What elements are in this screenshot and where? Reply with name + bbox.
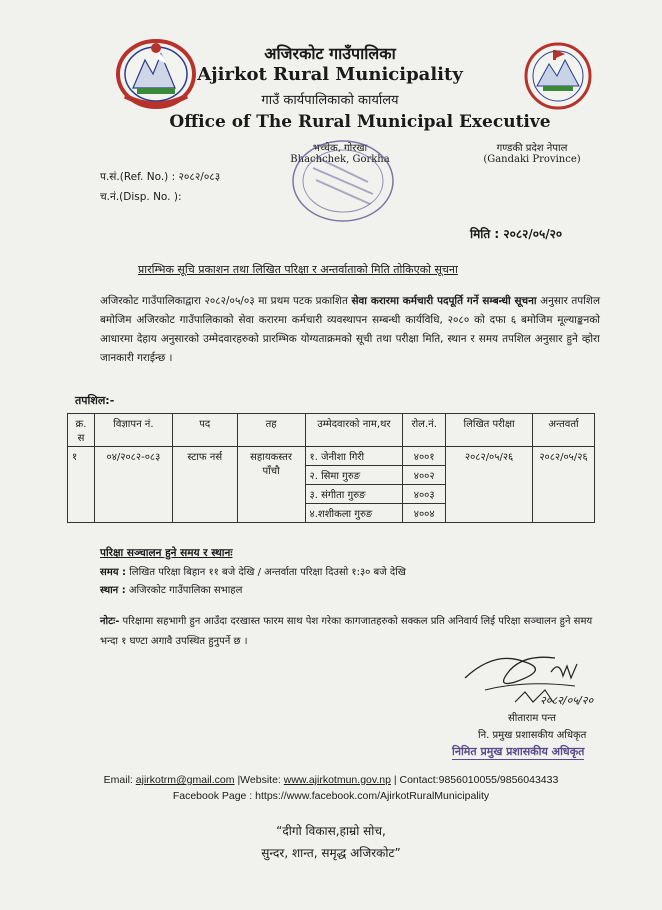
province-en: (Gandaki Province) (483, 154, 581, 165)
motto-line-1: “दीगो विकास,हाम्रो सोच, (276, 824, 386, 838)
exam-place-label: स्थान : (100, 585, 126, 596)
motto-line-2: सुन्दर, शान्त, समृद्ध अजिरकोट” (261, 846, 401, 860)
header-candidate: उम्मेदवारको नाम,थर (305, 414, 403, 447)
website-link[interactable]: www.ajirkotmun.gov.np (283, 774, 391, 786)
cell-roll: ४००३ (403, 485, 446, 504)
signer-name: सीताराम पन्त (508, 713, 556, 724)
municipality-name-np: अजिरकोट गाउँपालिका (264, 44, 396, 63)
cell-ad-no: ०४/२०८२-०८३ (94, 447, 172, 523)
municipality-name-en: Ajirkot Rural Municipality (197, 64, 463, 85)
cell-candidate: ३. संगीता गुरुङ (305, 485, 403, 504)
cell-interview: २०८२/०५/२६ (532, 447, 594, 523)
office-name-en: Office of The Rural Municipal Executive (169, 112, 551, 132)
cell-level: सहायकस्तर पाँचौ (237, 447, 305, 523)
table-header-row (68, 414, 595, 447)
cell-roll: ४००२ (403, 466, 446, 485)
header-ad-no: विज्ञापन नं. (94, 414, 172, 447)
signer-title: नि. प्रमुख प्रशासकीय अधिकृत (478, 730, 587, 741)
signer-stamp: निमित प्रमुख प्रशासकीय अधिकृत (452, 745, 585, 758)
province-np: गण्डकी प्रदेश नेपाल (496, 143, 568, 154)
cell-post: स्टाफ नर्स (172, 447, 237, 523)
email-label: Email: (103, 774, 136, 786)
header-sn: क्र. स (68, 414, 95, 447)
address-en: Bhachchek, Gorkha (290, 154, 390, 165)
ref-number: प.सं.(Ref. No.) : २०८२/०८३ (100, 171, 221, 183)
body-bold: सेवा करारमा कर्मचारी पदपूर्ति गर्ने सम्बन्धी सूचना (351, 295, 537, 307)
cell-roll: ४००४ (403, 504, 446, 523)
note-label: नोटः- (100, 616, 120, 627)
exam-time (100, 564, 406, 578)
cell-roll: ४००१ (403, 447, 446, 466)
body-part2: अनुसार तपशिल बमोजिम अजिरकोट गाउँपालिकाको सेवा करारमा कर्मचारी व्यवस्थापन सम्बन्धी कार्यविधि, २०८० को दफा ६ बमोजिम मूल्याङ्कनको आधारमा देहाय अनुसारको उम्मेदवारहरुको प्रारम्भिक योग्यताक्रमको सूची तथा परीक्षा मिति, स्थान र समय तपशिल अनुसार हुने व्होरा जानकारी गराईन्छ । (100, 295, 600, 364)
notice-body (100, 292, 600, 368)
website-label: |Website: (234, 774, 284, 786)
exam-section-title: परिक्षा सञ्चालन हुने समय र स्थानः (100, 547, 233, 559)
facebook-link[interactable]: Facebook Page : https://www.facebook.com/AjirkotRuralMunicipality (172, 790, 490, 802)
header-roll: रोल.नं. (403, 414, 446, 447)
cell-written: २०८२/०५/२६ (446, 447, 533, 523)
contact-number: | Contact:9856010055/9856043433 (390, 774, 559, 786)
header-post: पद (172, 414, 237, 447)
exam-time-label: समय : (100, 567, 127, 578)
exam-time-value: लिखित परिक्षा बिहान ११ बजे देखि / अन्तर्वाता परिक्षा दिउसो १:३० बजे देखि (126, 567, 406, 578)
email-link[interactable]: ajirkotrm@gmail.com (135, 774, 235, 786)
municipality-logo-icon (523, 40, 593, 112)
province (462, 140, 602, 165)
table-row (68, 447, 595, 466)
dispatch-number: च.नं.(Disp. No. ): (100, 191, 182, 203)
note-text: परिक्षामा सहभागी हुन आउँदा दरखास्त फारम साथ पेश गरेका कागजातहरुको सक्कल प्रति अनिवार्य लिई परिक्षा सञ्चालन हुने समय भन्दा १ घण्टा अगावै उपस्थित हुनुपर्ने छ । (100, 616, 593, 647)
details-label: तपशिल:- (75, 394, 115, 407)
cell-candidate: ४.शशीकला गुरुङ (305, 504, 403, 523)
notice-date: मिति : २०८२/०५/२० (470, 227, 563, 241)
office-stamp-icon (288, 136, 398, 226)
contact-line (0, 774, 662, 786)
header-level: तह (237, 414, 305, 447)
header-written: लिखित परीक्षा (446, 414, 533, 447)
notice-subject: प्रारम्भिक सूचि प्रकाशन तथा लिखित परिक्षा र अन्तर्वाताको मिति तोकिएको सूचना (138, 263, 458, 276)
body-part1: अजिरकोट गाउँपालिकाद्वारा २०८२/०५/०३ मा प्रथम पटक प्रकाशित (100, 295, 352, 307)
exam-place-value: अजिरकोट गाउँपालिका सभाहल (125, 585, 243, 596)
cell-candidate: १. जेनीशा गिरी (305, 447, 403, 466)
cell-candidate: २. सिमा गुरुङ (305, 466, 403, 485)
handwritten-date: २०८२/०५/२० (540, 694, 594, 707)
office-name-np: गाउँ कार्यपालिकाको कार्यालय (261, 93, 399, 108)
candidates-table (67, 413, 595, 523)
cell-sn: १ (68, 447, 95, 523)
exam-place (100, 582, 242, 596)
address-np: भच्चेक, गोरखा (312, 143, 368, 154)
header-interview: अन्तवर्ता (532, 414, 594, 447)
